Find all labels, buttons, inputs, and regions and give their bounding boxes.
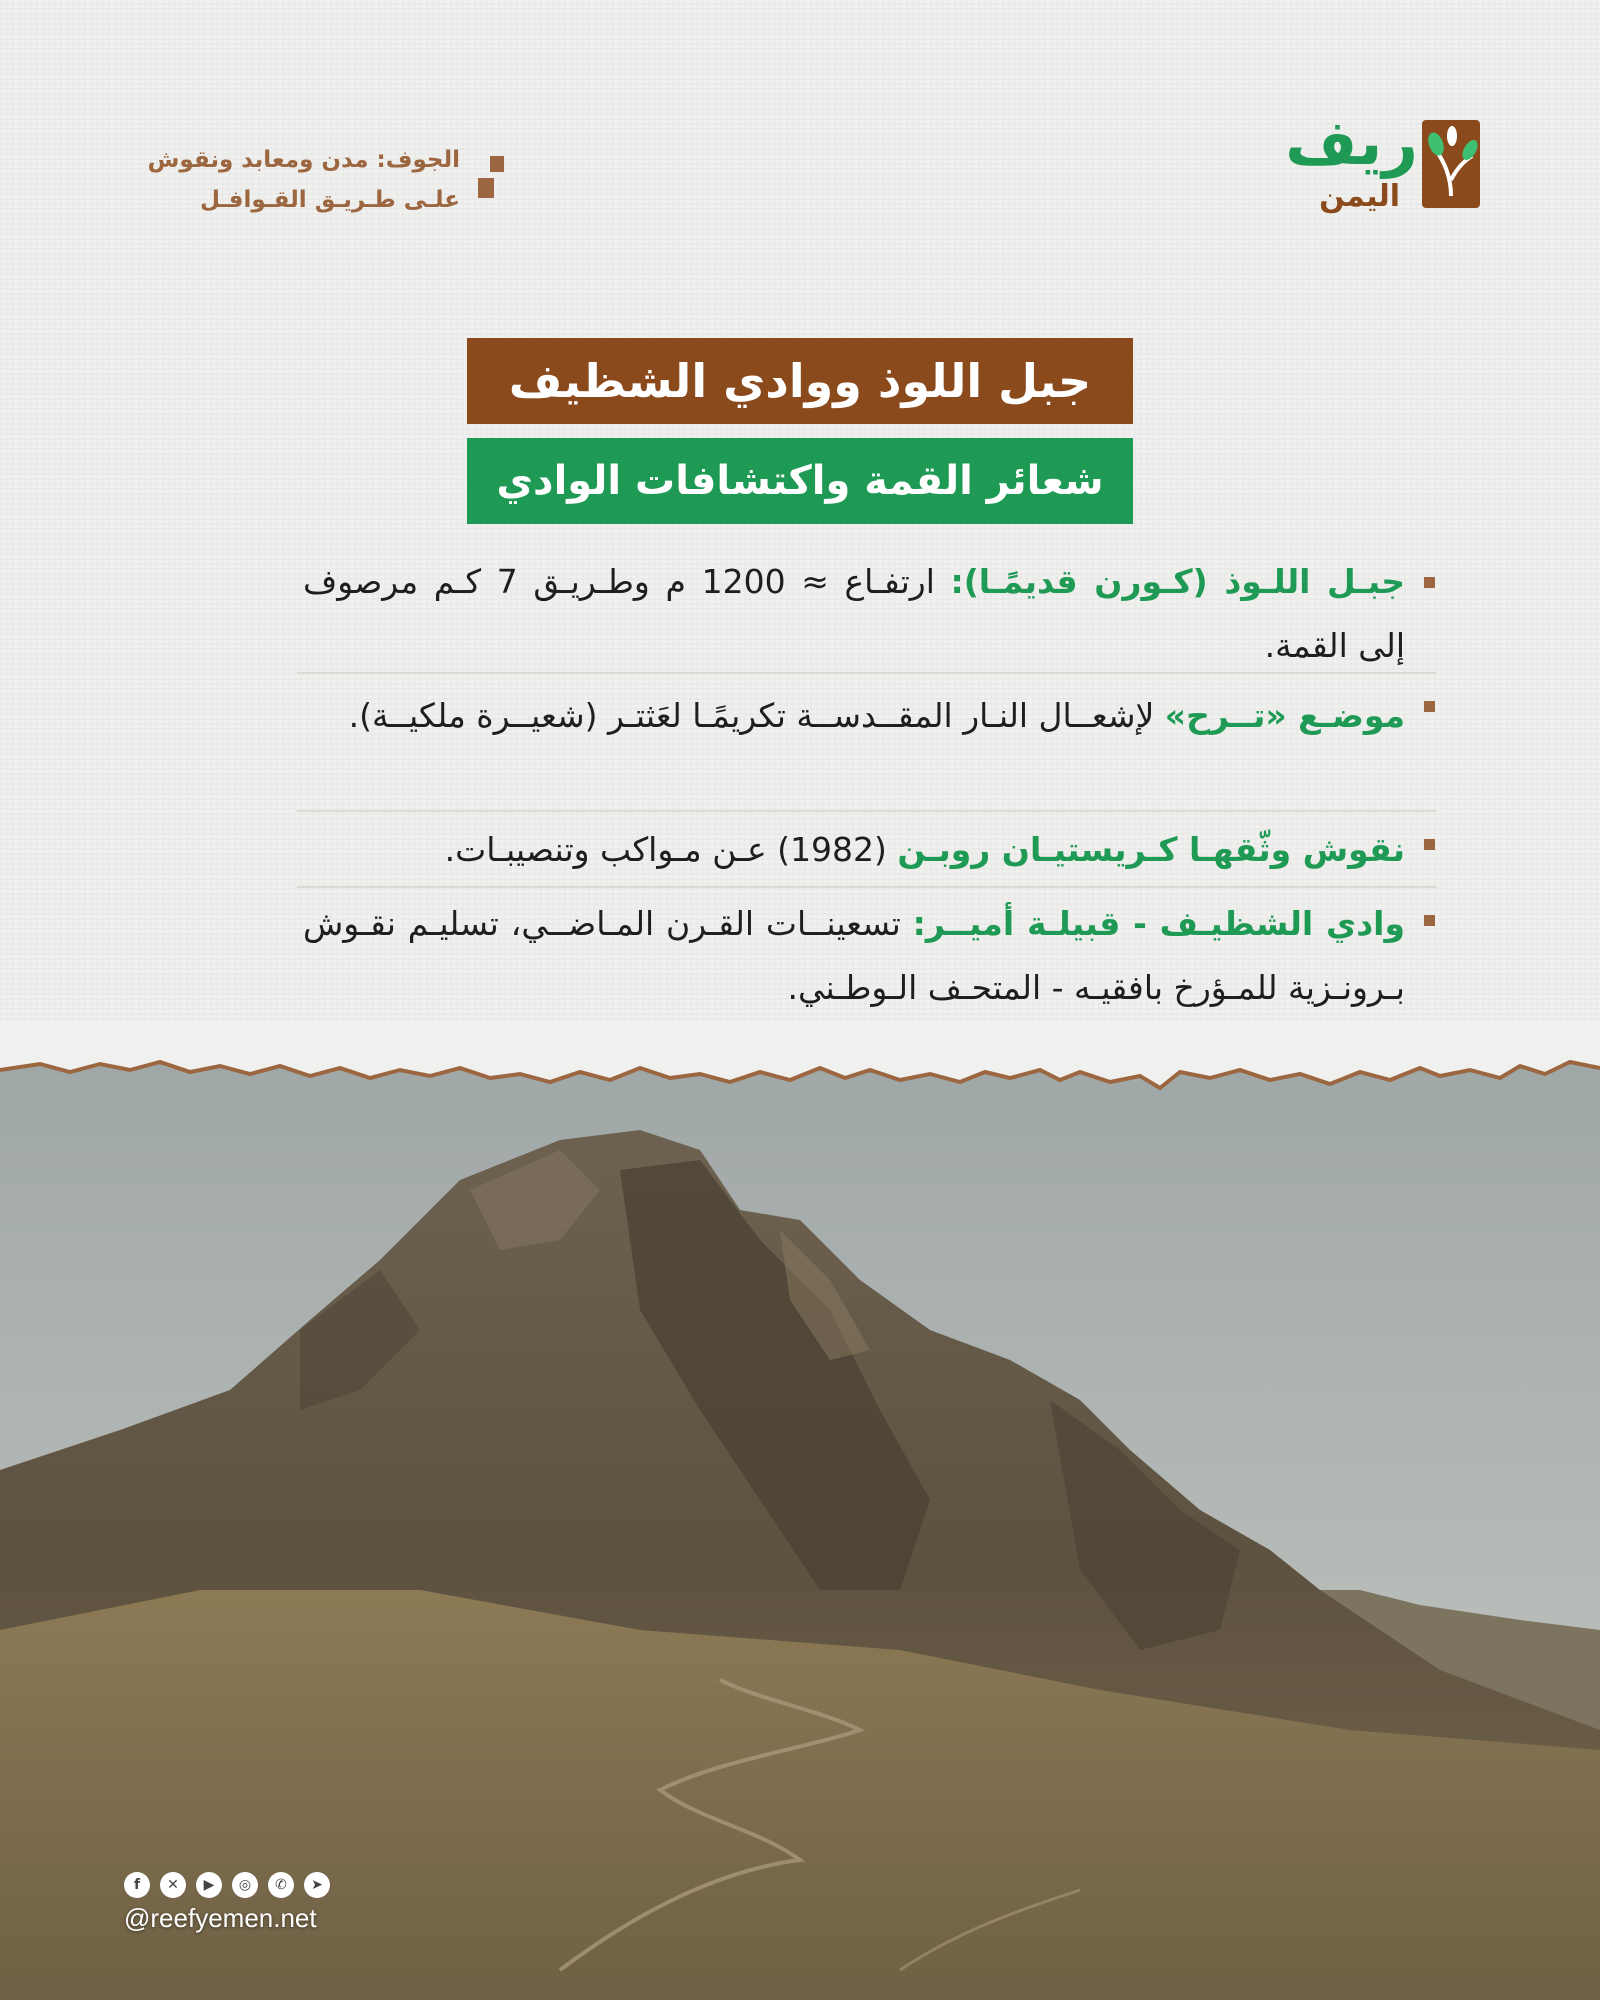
bullet-icon: [1424, 701, 1435, 712]
bullet-icon: [1424, 577, 1435, 588]
mountain-photo: [0, 1030, 1600, 2000]
list-item: [297, 550, 1437, 674]
list-item: [297, 812, 1437, 888]
series-line-2: علـى طـريـق القـوافـل: [200, 187, 460, 213]
fact-text: (1982) عـن مـواكب وتنصيبـات.: [444, 830, 898, 869]
fact-highlight: وادي الشظيـف - قبيلـة أميــر:: [912, 904, 1405, 943]
page-subtitle: شعائر القمة واكتشافات الوادي: [467, 438, 1133, 524]
leaf-icon: [1422, 120, 1480, 208]
x-icon[interactable]: ✕: [160, 1872, 186, 1898]
square-mark-icon: [478, 156, 504, 200]
social-icons: [124, 1872, 330, 1902]
bullet-icon: [1424, 839, 1435, 850]
fact-highlight: نقوش وثّقهـا كـريستيـان روبـن: [897, 830, 1405, 869]
series-subtitle: [120, 140, 460, 220]
telegram-icon[interactable]: ➤: [304, 1872, 330, 1898]
series-line-1: الجوف: مدن ومعابد ونقوش: [147, 147, 460, 173]
brand-logo[interactable]: [1210, 106, 1480, 222]
list-item: [297, 674, 1437, 812]
fact-text: لإشعــال النـار المقــدســة تكريمًـا لعَثتـر (شعيــرة ملكيــة).: [348, 696, 1165, 735]
instagram-icon[interactable]: ◎: [232, 1872, 258, 1898]
fact-highlight: موضـع «تــرح»: [1164, 696, 1405, 735]
brand-name: ريف: [1285, 106, 1418, 179]
torn-paper-edge: [0, 1020, 1600, 1130]
website-link[interactable]: @reefyemen.net: [124, 1903, 317, 1933]
fact-text: ارتفـاع ≈ 1200 م وطـريـق 7 كـم مرصوف إلى القمة.: [303, 562, 1405, 665]
list-item: [297, 888, 1437, 1026]
whatsapp-icon[interactable]: ✆: [268, 1872, 294, 1898]
brand-subtitle: اليمن: [1319, 179, 1400, 214]
youtube-icon[interactable]: ▶: [196, 1872, 222, 1898]
facts-list: [297, 550, 1437, 1026]
page-title: جبل اللوذ ووادي الشظيف: [467, 338, 1133, 424]
bullet-icon: [1424, 915, 1435, 926]
fact-highlight: جبـل اللـوذ (كـورن قديمًـا):: [950, 562, 1406, 601]
facebook-icon[interactable]: f: [124, 1872, 150, 1898]
fact-text: تسعينــات القـرن المـاضــي، تسليـم نقـوش بـرونـزية للمـؤرخ بافقيـه - المتحـف الـوطـني.: [303, 904, 1405, 1007]
